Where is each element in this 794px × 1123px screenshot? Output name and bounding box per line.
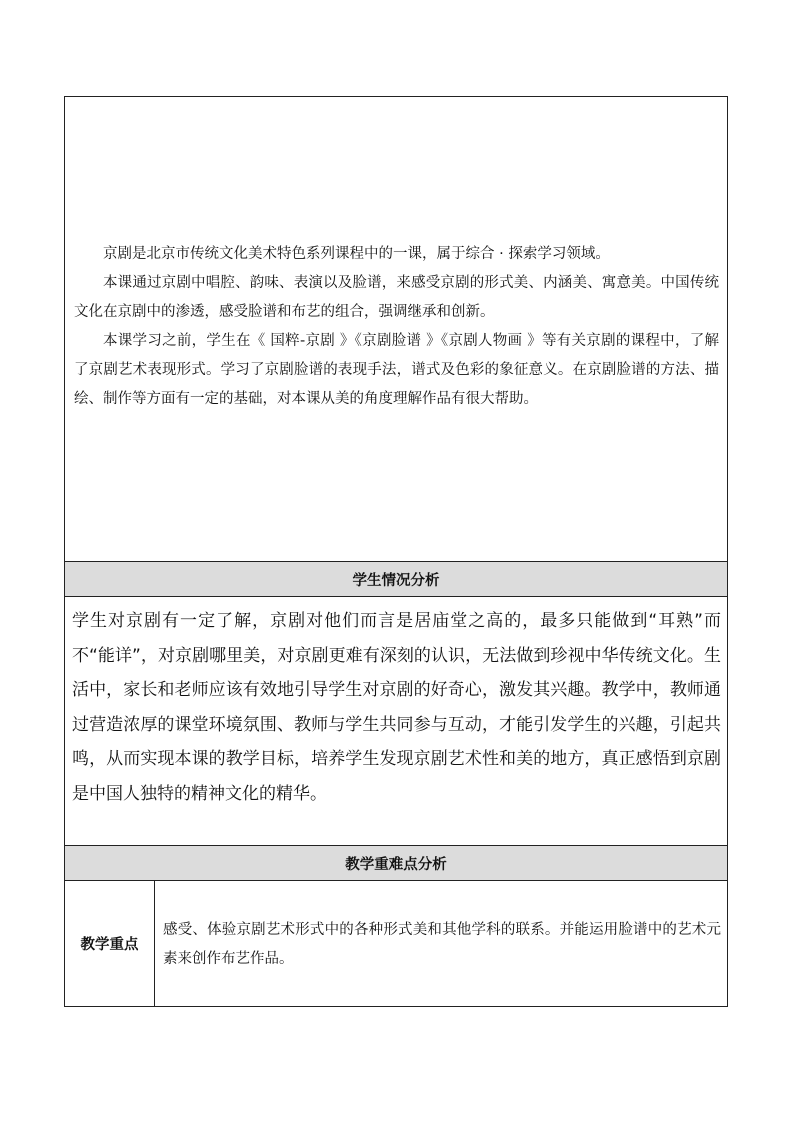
student-analysis-header [65, 562, 727, 597]
intro-paragraph-2: 本课通过京剧中唱腔、韵味、表演以及脸谱，来感受京剧的形式美、内涵美、寓意美。中国传统文化在京剧中的渗透，感受脸谱和布艺的组合，强调继承和创新。 [74, 275, 719, 320]
key-point-text: 感受、体验京剧艺术形式中的各种形式美和其他学科的联系。并能运用脸谱中的艺术元素来创作布艺作品。 [163, 922, 721, 967]
key-difficulty-header [65, 846, 727, 881]
student-analysis-heading: 学生情况分析 [352, 572, 440, 589]
key-point-label: 教学重点 [65, 881, 155, 1006]
student-analysis-cell [65, 597, 727, 846]
key-point-content [155, 881, 727, 1006]
intro-paragraph-1: 京剧是北京市传统文化美术特色系列课程中的一课，属于综合 · 探索学习领域。 [103, 246, 610, 262]
course-intro-cell [65, 97, 727, 562]
student-analysis-text: 学生对京剧有一定了解，京剧对他们而言是居庙堂之高的，最多只能做到“耳熟”而不“能详”，对京剧哪里美，对京剧更难有深刻的认识，无法做到珍视中华传统文化。生活中，家长和老师应该有效地引导学生对京剧的好奇心，激发其兴趣。教学中，教师通过营造浓厚的课堂环境氛围、教师与学生共同参与互动，才能引发学生的兴趣，引起共鸣，从而实现本课的教学目标，培养学生发现京剧艺术性和美的地方，真正感悟到京剧是中国人独特的精神文化的精华。 [72, 611, 721, 804]
key-difficulty-heading: 教学重难点分析 [345, 856, 447, 873]
lesson-plan-table [64, 96, 728, 1007]
key-point-row [65, 881, 727, 1006]
intro-paragraph-3: 本课学习之前，学生在《 国粹-京剧 》《京剧脸谱 》《京剧人物画 》等有关京剧的课程中，了解了京剧艺术表现形式。学习了京剧脸谱的表现手法，谱式及色彩的象征意义。在京剧脸谱的方法、描绘、制作等方面有一定的基础，对本课从美的角度理解作品有很大帮助。 [74, 333, 719, 407]
